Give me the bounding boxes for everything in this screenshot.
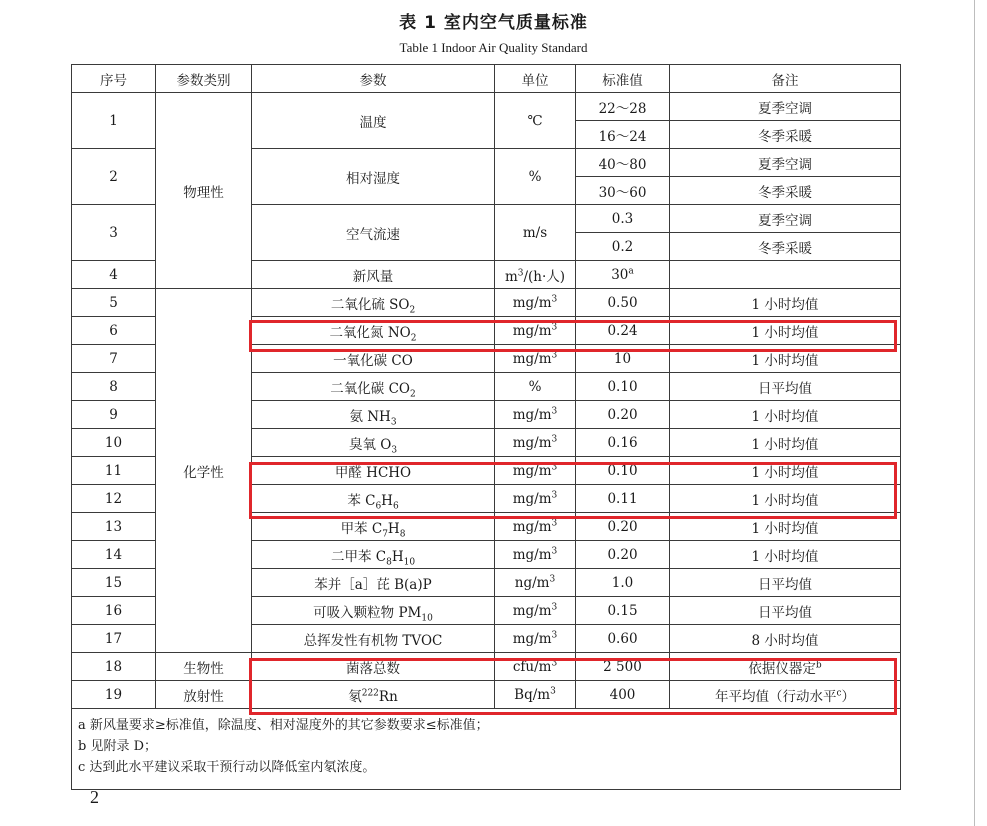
- row-number: 5: [72, 289, 156, 317]
- parameter-cell: [252, 429, 495, 457]
- note-cell: 夏季空调: [670, 205, 901, 233]
- note-cell: 1 小时均值: [670, 345, 901, 373]
- parameter-cell: [252, 541, 495, 569]
- header-row: [72, 65, 901, 93]
- parameter-cell: [252, 625, 495, 653]
- parameter-cell: [252, 457, 495, 485]
- unit-cell: [495, 569, 576, 597]
- note-cell: 1 小时均值: [670, 429, 901, 457]
- note-cell: 1 小时均值: [670, 317, 901, 345]
- unit-text: mg/m: [512, 602, 552, 619]
- param-subscript: 3: [391, 445, 398, 456]
- note-cell: 1 小时均值: [670, 541, 901, 569]
- param-text-tail: H: [387, 520, 400, 537]
- unit-cell: [495, 625, 576, 653]
- unit-cell: ℃: [495, 93, 576, 149]
- value-cell: 0.2: [576, 233, 670, 261]
- header-cell: 单位: [495, 65, 576, 93]
- unit-superscript: 3: [551, 294, 558, 304]
- param-text: 总挥发性有机物 TVOC: [303, 632, 443, 649]
- param-text: 苯并［a］芘 B(a)P: [314, 576, 432, 593]
- unit-cell: [495, 597, 576, 625]
- unit-cell: [495, 373, 576, 401]
- value-cell: 30～60: [576, 177, 670, 205]
- value-cell: 0.60: [576, 625, 670, 653]
- note-cell: 冬季采暖: [670, 121, 901, 149]
- unit-superscript: 3: [551, 322, 558, 332]
- value-cell: 0.3: [576, 205, 670, 233]
- unit-text: mg/m: [512, 630, 552, 647]
- value-cell: 0.24: [576, 317, 670, 345]
- header-cell: 参数: [252, 65, 495, 93]
- unit-text: mg/m: [512, 546, 552, 563]
- param-subscript-2: 6: [392, 501, 399, 512]
- unit-cell: [495, 401, 576, 429]
- value-cell: 16～24: [576, 121, 670, 149]
- isotope-superscript: 222: [361, 688, 379, 698]
- value-cell: 0.15: [576, 597, 670, 625]
- parameter-cell: [252, 681, 495, 709]
- param-subscript: 2: [409, 305, 416, 316]
- param-subscript: 7: [382, 529, 388, 540]
- parameter-cell: 温度: [252, 93, 495, 149]
- row-number: 7: [72, 345, 156, 373]
- value-cell: 0.50: [576, 289, 670, 317]
- note-cell: 夏季空调: [670, 149, 901, 177]
- param-text: 二氧化硫 SO: [330, 296, 410, 313]
- row-number: 15: [72, 569, 156, 597]
- note-cell: 1 小时均值: [670, 401, 901, 429]
- unit-superscript: 3: [551, 546, 558, 556]
- note-cell: 日平均值: [670, 569, 901, 597]
- header-cell: 备注: [670, 65, 901, 93]
- parameter-cell: [252, 373, 495, 401]
- param-text: 苯 C: [347, 492, 376, 509]
- row-number: 1: [72, 93, 156, 149]
- unit-cell: [495, 429, 576, 457]
- parameter-cell: 菌落总数: [252, 653, 495, 681]
- footnote-b: b 见附录 D；: [78, 739, 158, 754]
- unit-superscript: 3: [551, 434, 558, 444]
- header-cell: 参数类别: [156, 65, 252, 93]
- unit-cell: [495, 681, 576, 709]
- unit-cell: m/s: [495, 205, 576, 261]
- footnotes-cell: [72, 709, 901, 790]
- value-cell: 40～80: [576, 149, 670, 177]
- parameter-cell: [252, 597, 495, 625]
- param-text: 二氧化碳 CO: [330, 380, 410, 397]
- value-cell: 2 500: [576, 653, 670, 681]
- value-cell: 0.16: [576, 429, 670, 457]
- unit-text: cfu/m: [512, 658, 552, 675]
- indoor-air-quality-table: [71, 64, 901, 790]
- note-cell: 8 小时均值: [670, 625, 901, 653]
- note-cell: 冬季采暖: [670, 177, 901, 205]
- note-cell: 1 小时均值: [670, 485, 901, 513]
- param-text-tail: Rn: [378, 688, 398, 705]
- parameter-cell: 新风量: [252, 261, 495, 289]
- unit-superscript: 3: [551, 602, 558, 612]
- parameter-cell: [252, 569, 495, 597]
- footnote-marker: a: [628, 266, 634, 276]
- category-cell: 物理性: [156, 93, 252, 289]
- unit-text: mg/m: [512, 518, 552, 535]
- param-text: 二氧化氮 NO: [329, 324, 411, 341]
- note-cell: [670, 681, 901, 709]
- note-text: 年平均值（行动水平: [714, 688, 837, 705]
- footnote-marker: c: [836, 688, 842, 698]
- page-edge-rule: [974, 0, 975, 826]
- param-subscript: 10: [421, 613, 433, 624]
- param-subscript: 2: [410, 333, 417, 344]
- unit-text-tail: /(h·人): [523, 268, 566, 285]
- footnote-a: a 新风量要求≥标准值，除温度、相对湿度外的其它参数要求≤标准值；: [78, 718, 489, 733]
- param-text: 二甲苯 C: [330, 548, 387, 565]
- unit-text: mg/m: [512, 434, 552, 451]
- row-number: 16: [72, 597, 156, 625]
- value-cell: 0.20: [576, 401, 670, 429]
- unit-text: mg/m: [512, 490, 552, 507]
- unit-text: m: [504, 268, 518, 285]
- parameter-cell: [252, 513, 495, 541]
- unit-superscript: 3: [549, 574, 556, 584]
- category-cell: 生物性: [156, 653, 252, 681]
- row-number: 9: [72, 401, 156, 429]
- row-number: 10: [72, 429, 156, 457]
- unit-text: mg/m: [512, 462, 552, 479]
- table-row: [72, 289, 901, 317]
- note-cell: [670, 653, 901, 681]
- value-cell: 10: [576, 345, 670, 373]
- page-number: 2: [90, 787, 99, 807]
- footnotes-row: [72, 709, 901, 790]
- unit-cell: [495, 457, 576, 485]
- param-subscript: 8: [386, 557, 392, 568]
- param-text: 氨 NH: [349, 408, 391, 425]
- unit-superscript: 3: [551, 350, 558, 360]
- header-cell: 序号: [72, 65, 156, 93]
- parameter-cell: [252, 401, 495, 429]
- param-text: 氡: [348, 688, 362, 705]
- param-text: 甲苯 C: [340, 520, 383, 537]
- value-cell: 1.0: [576, 569, 670, 597]
- unit-text: mg/m: [512, 294, 552, 311]
- row-number: 11: [72, 457, 156, 485]
- footnote-c: c 达到此水平建议采取干预行动以降低室内氡浓度。: [78, 760, 376, 775]
- note-text: 依据仪器定: [748, 660, 816, 677]
- parameter-cell: [252, 345, 495, 373]
- unit-text: mg/m: [512, 406, 552, 423]
- param-subscript: 2: [409, 389, 416, 400]
- row-number: 2: [72, 149, 156, 205]
- row-number: 14: [72, 541, 156, 569]
- parameter-cell: [252, 289, 495, 317]
- row-number: 19: [72, 681, 156, 709]
- note-cell: 冬季采暖: [670, 233, 901, 261]
- value-cell: 22～28: [576, 93, 670, 121]
- category-cell: 放射性: [156, 681, 252, 709]
- value-cell: 400: [576, 681, 670, 709]
- note-cell: 日平均值: [670, 597, 901, 625]
- unit-superscript: 3: [551, 630, 558, 640]
- unit-superscript: 3: [551, 658, 558, 668]
- table-row: [72, 681, 901, 709]
- unit-superscript: 3: [551, 490, 558, 500]
- row-number: 4: [72, 261, 156, 289]
- table-row: [72, 653, 901, 681]
- table-row: [72, 93, 901, 121]
- note-cell: 日平均值: [670, 373, 901, 401]
- unit-superscript: 3: [550, 686, 556, 696]
- param-text: 臭氧 O: [348, 436, 392, 453]
- note-cell: [670, 261, 901, 289]
- value-cell: [576, 261, 670, 289]
- value-cell: 0.20: [576, 541, 670, 569]
- value-cell: 0.10: [576, 373, 670, 401]
- note-cell: 夏季空调: [670, 93, 901, 121]
- unit-cell: [495, 317, 576, 345]
- header-cell: 标准值: [576, 65, 670, 93]
- param-subscript: 6: [375, 501, 382, 512]
- unit-superscript: 3: [551, 462, 558, 472]
- param-subscript-2: 8: [399, 529, 406, 540]
- unit-superscript: 3: [551, 518, 558, 528]
- parameter-cell: [252, 485, 495, 513]
- footnote-marker: b: [815, 660, 822, 670]
- param-text: 甲醛 HCHO: [334, 464, 412, 481]
- unit-cell: [495, 261, 576, 289]
- unit-text: Bq/m: [514, 686, 551, 703]
- row-number: 3: [72, 205, 156, 261]
- value-cell: 0.11: [576, 485, 670, 513]
- unit-cell: [495, 541, 576, 569]
- unit-text: %: [528, 378, 542, 395]
- unit-superscript: 3: [551, 406, 558, 416]
- unit-cell: [495, 653, 576, 681]
- category-cell: 化学性: [156, 289, 252, 653]
- value-text: 30: [611, 266, 629, 283]
- param-subscript: 3: [390, 417, 397, 428]
- parameter-cell: 空气流速: [252, 205, 495, 261]
- row-number: 8: [72, 373, 156, 401]
- unit-text: mg/m: [512, 350, 552, 367]
- row-number: 18: [72, 653, 156, 681]
- param-subscript-2: 10: [403, 557, 416, 568]
- table-title-en: Table 1 Indoor Air Quality Standard: [399, 40, 588, 55]
- row-number: 12: [72, 485, 156, 513]
- parameter-cell: [252, 317, 495, 345]
- param-text-tail: H: [391, 548, 404, 565]
- unit-cell: %: [495, 149, 576, 205]
- param-text: 可吸入颗粒物 PM: [313, 604, 422, 621]
- unit-cell: [495, 513, 576, 541]
- unit-cell: [495, 289, 576, 317]
- note-cell: 1 小时均值: [670, 457, 901, 485]
- value-cell: 0.20: [576, 513, 670, 541]
- unit-cell: [495, 485, 576, 513]
- parameter-cell: 相对湿度: [252, 149, 495, 205]
- unit-superscript: 3: [517, 268, 524, 278]
- row-number: 17: [72, 625, 156, 653]
- row-number: 6: [72, 317, 156, 345]
- table-title-cn: 表 1 室内空气质量标准: [399, 13, 588, 33]
- row-number: 13: [72, 513, 156, 541]
- unit-text: ng/m: [514, 574, 550, 591]
- unit-text: mg/m: [512, 322, 552, 339]
- note-text-tail: ）: [841, 688, 856, 705]
- note-cell: 1 小时均值: [670, 513, 901, 541]
- value-cell: 0.10: [576, 457, 670, 485]
- unit-cell: [495, 345, 576, 373]
- note-cell: 1 小时均值: [670, 289, 901, 317]
- param-text: 一氧化碳 CO: [333, 352, 413, 369]
- param-text-tail: H: [381, 492, 393, 509]
